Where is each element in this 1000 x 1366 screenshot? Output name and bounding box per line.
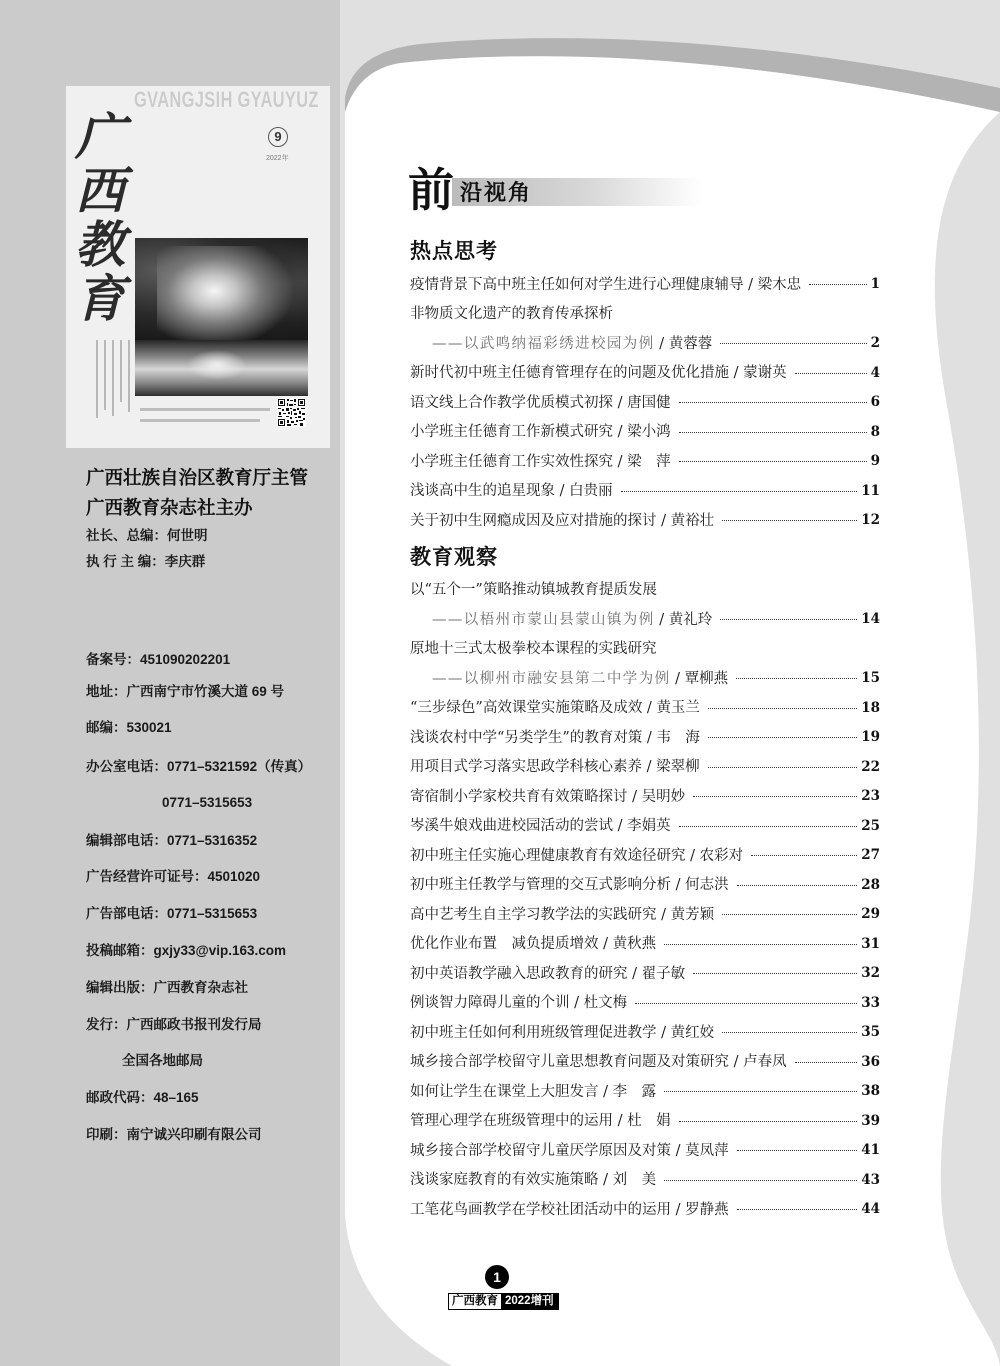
toc-entry-subtitle-line — [410, 664, 880, 694]
entry-author: 黄裕壮 — [670, 512, 715, 529]
author-separator: / — [670, 670, 685, 687]
author-separator: / — [613, 394, 628, 411]
entry-subtitle: ——以柳州市融安县第二中学为例 — [432, 670, 671, 687]
page-number: 33 — [861, 994, 880, 1011]
toc-entry — [410, 812, 880, 842]
entry-subtitle: ——以武鸣纳福彩绣进校园为例 — [432, 335, 655, 352]
page-number: 19 — [861, 729, 880, 745]
cover-title-char: 广 — [75, 107, 125, 166]
page-number: 39 — [861, 1112, 880, 1129]
page-number: 14 — [861, 611, 880, 627]
page-number-text: 1 — [493, 1269, 501, 1285]
entry-author: 唐国健 — [627, 394, 671, 411]
publisher: 编辑出版：广西教育杂志社 — [86, 980, 248, 995]
entry-subtitle: ——以梧州市蒙山县蒙山镇为例 — [432, 611, 655, 628]
entry-author: 卢春凤 — [743, 1054, 787, 1070]
entry-author: 李 露 — [612, 1083, 657, 1100]
section-heading: 热点思考 — [410, 240, 498, 263]
entry-title: 小学班主任德育工作实效性探究 — [410, 453, 613, 470]
entry-title: 城乡接合部学校留守儿童厌学原因及对策 — [410, 1142, 671, 1159]
entry-author: 刘 美 — [612, 1172, 657, 1188]
author-separator: / — [654, 611, 669, 628]
page-number-badge — [485, 1265, 509, 1289]
entry-title: 新时代初中班主任德育管理存在的问题及优化措施 — [410, 365, 729, 381]
entry-title: 关于初中生网瘾成因及应对措施的探讨 — [410, 512, 657, 529]
entry-title: 语文线上合作教学优质模式初探 — [410, 394, 613, 411]
ad-license-number: 广告经营许可证号：4501020 — [86, 869, 261, 884]
toc-entry — [410, 270, 880, 300]
dot-leader — [664, 1180, 857, 1181]
page-number: 2 — [870, 335, 880, 351]
page-number: 11 — [861, 482, 880, 499]
toc-entry — [410, 782, 880, 812]
entry-author: 白贵丽 — [569, 483, 613, 499]
author-separator: / — [729, 365, 744, 381]
cover-calligraphy-title — [70, 107, 130, 328]
toc-entry — [410, 477, 880, 507]
dot-leader — [664, 944, 857, 945]
entry-author: 农彩对 — [699, 847, 744, 864]
magazine-cover — [66, 86, 330, 448]
page-number: 38 — [861, 1083, 880, 1099]
entry-title: 浅谈家庭教育的有效实施策略 — [410, 1172, 599, 1188]
footer-magazine-label — [448, 1293, 559, 1310]
entry-author: 杜 娟 — [627, 1113, 671, 1129]
footer-magazine-name: 广西教育 — [449, 1294, 501, 1309]
toc-entry — [410, 359, 880, 389]
office-phone: 办公室电话：0771–5321592（传真） — [86, 759, 312, 774]
page-number: 9 — [870, 453, 880, 469]
page-number: 35 — [861, 1024, 880, 1040]
dot-leader — [737, 1209, 858, 1210]
dot-leader — [679, 826, 858, 827]
address: 地址：广西南宁市竹溪大道 69 号 — [86, 684, 285, 699]
entry-author: 蒙谢英 — [743, 365, 787, 381]
toc-entry — [410, 930, 880, 960]
dot-leader — [708, 767, 858, 768]
author-separator: / — [671, 1142, 686, 1159]
page-number: 31 — [861, 935, 880, 952]
author-separator: / — [598, 1083, 613, 1100]
cover-roman-title: GVANGJSIH GYAUYUZ — [134, 88, 319, 113]
table-of-contents — [410, 233, 880, 1225]
author-separator: / — [613, 453, 628, 470]
dot-leader — [679, 1121, 858, 1122]
toc-entry — [410, 1195, 880, 1225]
entry-title: 初中班主任实施心理健康教育有效途径研究 — [410, 847, 686, 864]
entry-author: 梁翠柳 — [656, 759, 700, 775]
author-separator: / — [671, 1201, 686, 1218]
printer: 印刷：南宁诚兴印刷有限公司 — [86, 1127, 262, 1142]
toc-entry — [410, 576, 880, 606]
entry-author: 吴明妙 — [641, 788, 686, 805]
page-number: 1 — [870, 276, 880, 292]
entry-title: 浅谈农村中学“另类学生”的教育对策 — [410, 729, 643, 746]
issue-number-badge: 9 — [268, 127, 288, 147]
page-number: 32 — [861, 965, 880, 981]
author-separator: / — [627, 965, 642, 982]
page-number: 18 — [861, 699, 880, 716]
author-separator: / — [598, 936, 613, 952]
page-number: 44 — [861, 1201, 880, 1217]
toc-entry — [410, 1077, 880, 1107]
entry-title: 优化作业布置 减负提质增效 — [410, 936, 599, 952]
author-separator: / — [613, 1113, 628, 1129]
toc-entry — [410, 753, 880, 783]
entry-title: 用项目式学习落实思政学科核心素养 — [410, 759, 642, 775]
entry-author: 覃柳燕 — [684, 670, 729, 687]
page-number: 12 — [861, 512, 880, 528]
entry-author: 何志洪 — [685, 877, 729, 893]
author-separator: / — [555, 483, 570, 499]
toc-entry — [410, 900, 880, 930]
dot-leader — [708, 708, 857, 709]
page-number: 23 — [861, 788, 880, 804]
cover-vertical-fine-print — [94, 340, 134, 420]
cover-year: 2022年 — [266, 155, 289, 162]
entry-title: 初中英语教学融入思政教育的研究 — [410, 965, 628, 982]
entry-author: 黄芳颖 — [670, 906, 715, 923]
page-number: 22 — [861, 758, 880, 775]
sponsor-line: 广西教育杂志社主办 — [86, 497, 253, 518]
dot-leader — [722, 914, 857, 915]
dot-leader — [621, 491, 858, 492]
page-number: 15 — [861, 670, 880, 686]
cover-fine-print — [140, 408, 272, 424]
dot-leader — [720, 619, 857, 620]
entry-title: 城乡接合部学校留守儿童思想教育问题及对策研究 — [410, 1054, 729, 1070]
dot-leader — [635, 1003, 857, 1004]
page-number: 43 — [861, 1171, 880, 1188]
entry-title: 疫情背景下高中班主任如何对学生进行心理健康辅导 — [410, 276, 744, 293]
editor-in-chief-line: 社长、总编：何世明 — [86, 528, 208, 543]
dot-leader — [679, 402, 867, 403]
dot-leader — [679, 461, 867, 462]
entry-title: 浅谈高中生的追星现象 — [410, 483, 555, 499]
section-heading: 教育观察 — [410, 545, 498, 569]
entry-author: 黄红姣 — [670, 1024, 715, 1041]
toc-section — [410, 539, 880, 1225]
toc-entry-subtitle-line — [410, 605, 880, 635]
page-number: 41 — [861, 1142, 880, 1158]
entry-author: 杜文梅 — [583, 995, 628, 1011]
column-title: 沿视角 — [460, 180, 533, 205]
editorial-phone: 编辑部电话：0771–5316352 — [86, 833, 258, 848]
toc-entry — [410, 1018, 880, 1048]
entry-author: 梁小鸿 — [627, 424, 671, 440]
entry-title: 如何让学生在课堂上大胆发言 — [410, 1083, 599, 1100]
column-title-lead-char: 前 — [408, 163, 454, 217]
cover-title-char: 西 — [75, 161, 125, 220]
entry-title: 岑溪牛娘戏曲进校园活动的尝试 — [410, 818, 613, 834]
page-number: 25 — [861, 817, 880, 834]
entry-title: 非物质文化遗产的教育传承探析 — [410, 306, 613, 322]
entry-title: 小学班主任德育工作新模式研究 — [410, 424, 613, 440]
page-number: 36 — [861, 1053, 880, 1070]
entry-author: 梁 萍 — [627, 453, 671, 470]
office-phone-2: 0771–5315653 — [162, 795, 253, 810]
author-separator: / — [613, 424, 628, 440]
dot-leader — [722, 1032, 857, 1033]
toc-entry-subtitle-line — [410, 329, 880, 359]
entry-title: 工笔花鸟画教学在学校社团活动中的运用 — [410, 1201, 671, 1218]
entry-title: 原地十三式太极拳校本课程的实践研究 — [410, 641, 657, 657]
author-separator: / — [656, 512, 671, 529]
footer-edition: 2022增刊 — [501, 1294, 558, 1309]
cave-river-photo — [135, 238, 308, 396]
toc-entry — [410, 300, 880, 330]
entry-author: 翟子敏 — [641, 965, 686, 982]
postal-code: 邮政代码：48–165 — [86, 1090, 199, 1105]
entry-author: 梁木忠 — [757, 276, 802, 293]
toc-entry — [410, 1136, 880, 1166]
entry-title: “三步绿色”高效课堂实施策略及成效 — [410, 700, 643, 716]
dot-leader — [795, 373, 867, 374]
entry-author: 黄玉兰 — [656, 700, 700, 716]
dot-leader — [664, 1091, 857, 1092]
page-number: 27 — [861, 847, 880, 863]
entry-author: 韦 海 — [656, 729, 700, 746]
dot-leader — [737, 1150, 858, 1151]
author-separator: / — [569, 995, 584, 1011]
toc-entry — [410, 723, 880, 753]
postcode: 邮编：530021 — [86, 720, 172, 735]
toc-entry — [410, 635, 880, 665]
registration-number: 备案号：451090202201 — [86, 652, 231, 667]
author-separator: / — [598, 1172, 613, 1188]
entry-title: 高中艺考生自主学习教学法的实践研究 — [410, 906, 657, 923]
dot-leader — [720, 343, 866, 344]
dot-leader — [737, 885, 858, 886]
entry-author: 罗静燕 — [685, 1201, 729, 1218]
entry-author: 李娟英 — [627, 818, 671, 834]
dot-leader — [708, 737, 857, 738]
entry-title: 初中班主任教学与管理的交互式影响分析 — [410, 877, 671, 893]
toc-entry — [410, 418, 880, 448]
executive-editor-line: 执 行 主 编：李庆群 — [86, 554, 206, 569]
cover-title-char: 育 — [75, 269, 125, 328]
author-separator: / — [654, 335, 669, 352]
toc-entry — [410, 959, 880, 989]
author-separator: / — [685, 847, 700, 864]
entry-author: 莫凤萍 — [685, 1142, 729, 1159]
author-separator: / — [642, 700, 657, 716]
masthead-panel — [0, 0, 340, 1366]
supervisor-line: 广西壮族自治区教育厅主管 — [86, 467, 309, 488]
author-separator: / — [729, 1054, 744, 1070]
toc-entry — [410, 447, 880, 477]
entry-author: 黄秋燕 — [612, 936, 657, 952]
cover-title-char: 教 — [75, 215, 125, 274]
dot-leader — [693, 796, 857, 797]
author-separator: / — [656, 906, 671, 923]
dot-leader — [722, 520, 857, 521]
distributor-2: 全国各地邮局 — [122, 1053, 203, 1068]
author-separator: / — [743, 276, 758, 293]
entry-title: 初中班主任如何利用班级管理促进教学 — [410, 1024, 657, 1041]
toc-entry — [410, 1166, 880, 1196]
dot-leader — [795, 1062, 858, 1063]
dot-leader — [693, 973, 857, 974]
page-number: 4 — [870, 364, 880, 381]
page-number: 8 — [870, 423, 880, 440]
entry-author: 黄蓉蓉 — [668, 335, 713, 352]
author-separator: / — [642, 759, 657, 775]
author-separator: / — [642, 729, 657, 746]
author-separator: / — [613, 818, 628, 834]
entry-author: 黄礼玲 — [668, 611, 713, 628]
ad-department-phone: 广告部电话：0771–5315653 — [86, 906, 258, 921]
dot-leader — [751, 855, 857, 856]
page-number: 28 — [861, 876, 880, 893]
entry-title: 以“五个一”策略推动镇城教育提质发展 — [410, 582, 657, 598]
submission-email: 投稿邮箱：gxjy33@vip.163.com — [86, 943, 286, 958]
entry-title: 管理心理学在班级管理中的运用 — [410, 1113, 613, 1129]
dot-leader — [809, 284, 866, 285]
page-number: 6 — [870, 394, 880, 410]
distributor: 发行：广西邮政书报刊发行局 — [86, 1017, 262, 1032]
toc-entry — [410, 1107, 880, 1137]
author-separator: / — [656, 1024, 671, 1041]
dot-leader — [736, 678, 857, 679]
toc-entry — [410, 1048, 880, 1078]
toc-entry — [410, 694, 880, 724]
dot-leader — [679, 432, 867, 433]
qr-code-icon — [277, 398, 306, 427]
page-number: 29 — [861, 906, 880, 922]
entry-title: 例谈智力障碍儿童的个训 — [410, 995, 570, 1011]
toc-entry — [410, 841, 880, 871]
author-separator: / — [671, 877, 686, 893]
toc-section — [410, 233, 880, 536]
toc-entry — [410, 388, 880, 418]
author-separator: / — [627, 788, 642, 805]
entry-title: 寄宿制小学家校共育有效策略探讨 — [410, 788, 628, 805]
toc-entry — [410, 506, 880, 536]
toc-entry — [410, 989, 880, 1019]
toc-entry — [410, 871, 880, 901]
